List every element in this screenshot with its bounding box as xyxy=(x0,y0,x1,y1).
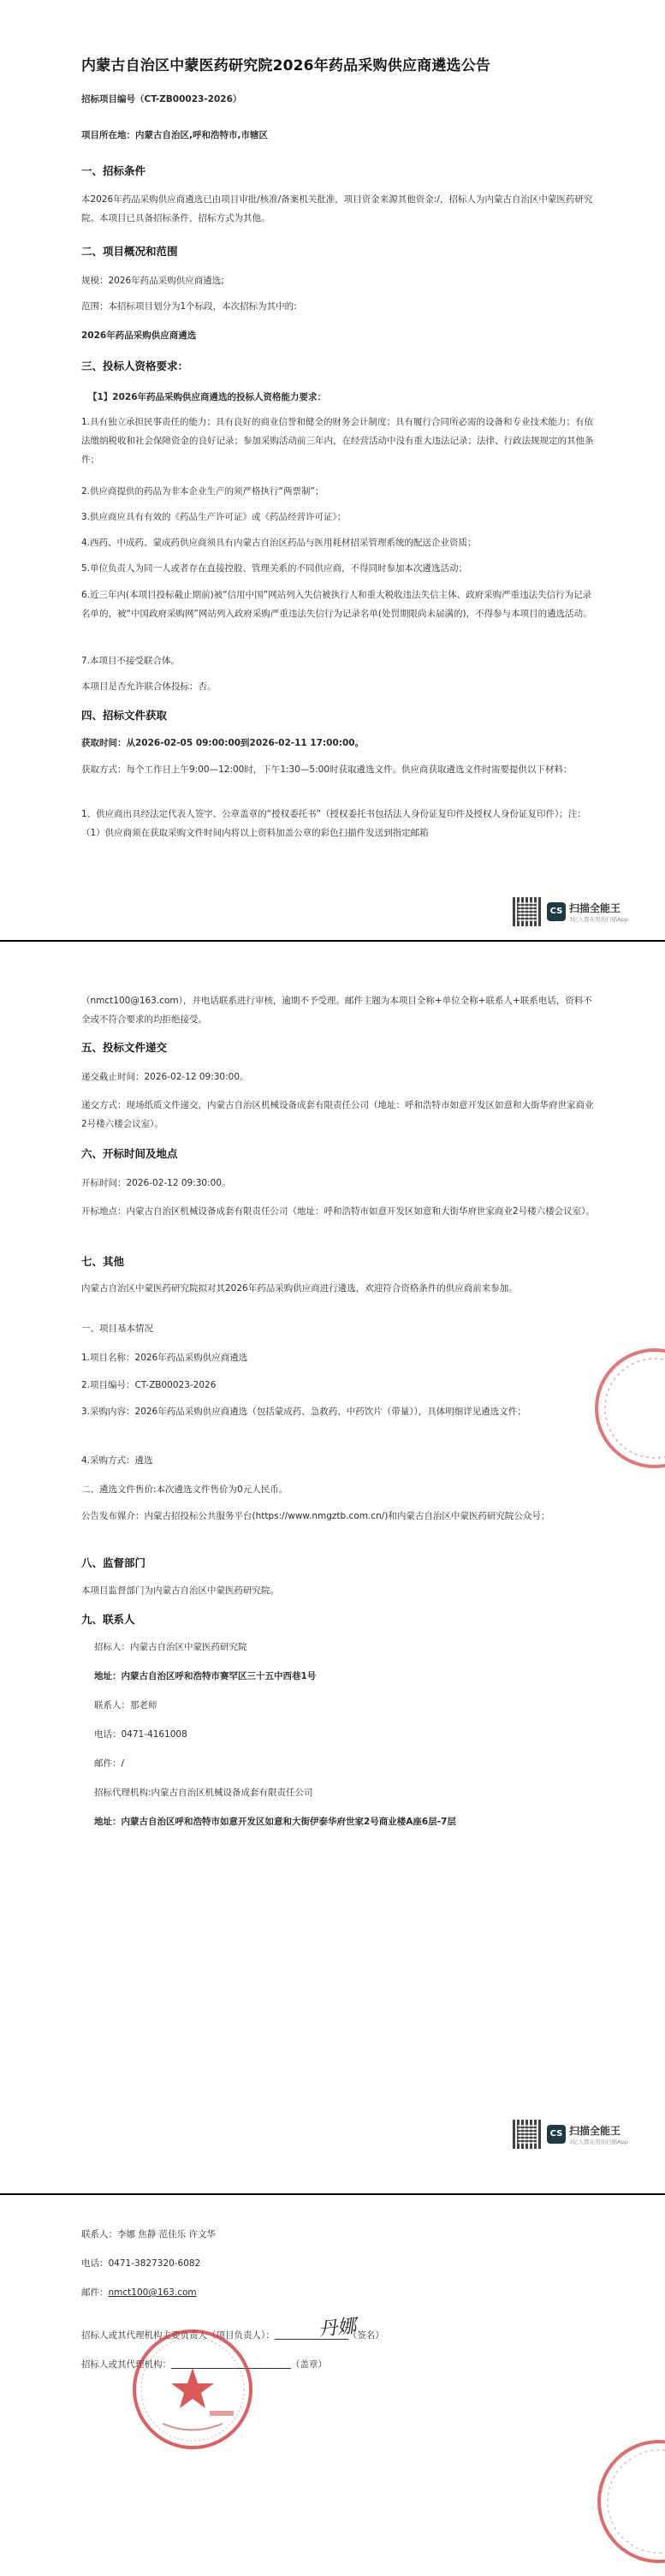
lot-requirements-title: 【1】2026年药品采购供应商遴选的投标人资格能力要求： xyxy=(88,392,327,402)
section-6-heading: 六、开标时间及地点 xyxy=(81,1147,178,1160)
supervision-text: 本项目监督部门为内蒙古自治区中蒙医药研究院。 xyxy=(81,1585,279,1596)
qr-code-icon xyxy=(513,897,542,926)
basic-info-item: 2.项目编号：CT-ZB00023-2026 xyxy=(81,1380,217,1390)
basic-info-item: 4.采购方式：遴选 xyxy=(81,1455,153,1466)
requirement-item: 6.近三年内(本项目投标截止期前)被“信用中国”网站列入失信被执行人和重大税收违法失信主体、政府采购严重违法失信行为记录名单的，被“中国政府采购网”网站列入政府采购严重违法失信行为记录名单(处罚期限尚未届满的)，不得参与本项目的遴选活动。 xyxy=(81,590,592,619)
partial-red-seal xyxy=(591,1344,665,1472)
agent-phone: 电话：0471-3827320-6082 xyxy=(81,2258,201,2269)
document-page-3 xyxy=(0,2195,665,2576)
owner-name: 招标人：内蒙古自治区中蒙医药研究院 xyxy=(94,1642,247,1652)
requirement-item: 4.西药、中成药、蒙成药供应商须具有内蒙古自治区药品与医用耗材招采管理系统的配送企业资质； xyxy=(81,538,477,548)
opening-time: 开标时间：2026-02-12 09:30:00。 xyxy=(81,1178,231,1188)
basic-info-item: 3.采购内容：2026年药品采购供应商遴选（包括蒙成药、急救药、中药饮片（带量）），具体明细详见遴选文件； xyxy=(81,1407,526,1417)
submit-deadline: 递交截止时间：2026-02-12 09:30:00。 xyxy=(81,1072,249,1082)
scanner-watermark xyxy=(513,2120,650,2149)
section-2-heading: 二、项目概况和范围 xyxy=(81,245,178,258)
company-red-seal xyxy=(128,2325,257,2454)
partial-red-seal xyxy=(592,2433,665,2570)
section-7-heading: 七、其他 xyxy=(81,1255,125,1268)
project-location: 项目所在地：内蒙古自治区,呼和浩特市,市辖区 xyxy=(81,130,268,140)
document-price: 二、遴选文件售价:本次遴选文件售价为0元人民币。 xyxy=(81,1484,288,1495)
document-page-2 xyxy=(0,942,665,2193)
section-3-heading: 三、投标人资格要求： xyxy=(81,360,189,372)
section-1-text: 本2026年药品采购供应商遴选已由项目审批/核准/备案机关批准，项目资金来源其他资金:/，招标人为内蒙古自治区中蒙医药研究院。本项目已具备招标条件，招标方式为其他。 xyxy=(81,194,593,223)
scanner-app-name: 扫描全能王 xyxy=(569,902,621,914)
section-9-heading: 九、联系人 xyxy=(81,1613,135,1626)
opening-place: 开标地点：内蒙古自治区机械设备成套有限责任公司（地址：呼和浩特市如意开发区如意和大街华府世家商业2号楼六楼会议室）。 xyxy=(81,1206,595,1217)
requirement-item: 3.供应商应具有有效的《药品生产许可证》或《药品经营许可证》； xyxy=(81,512,347,522)
seal-suffix: （盖章） xyxy=(291,2359,327,2370)
lot-name: 2026年药品采购供应商遴选 xyxy=(81,330,197,341)
qr-code-icon xyxy=(513,2120,542,2149)
section-4-heading: 四、招标文件获取 xyxy=(81,709,168,722)
owner-address: 地址：内蒙古自治区呼和浩特市赛罕区三十五中西巷1号 xyxy=(94,1671,317,1681)
agent-address: 地址：内蒙古自治区呼和浩特市如意开发区如意和大街伊泰华府世家2号商业楼A座6层-7层 xyxy=(94,1817,456,1827)
requirement-item: 1.具有独立承担民事责任的能力；具有良好的商业信誉和健全的财务会计制度；具有履行合同所必需的设备和专业技术能力；有依法缴纳税收和社会保障资金的良好记录；参加采购活动前三年内，在经营活动中没有重大违法记录；法律、行政法规规定的其他条件； xyxy=(81,417,594,465)
basic-info-item: 1.项目名称：2026年药品采购供应商遴选 xyxy=(81,1353,248,1363)
agent-name: 招标代理机构:内蒙古自治区机械设备成套有限责任公司 xyxy=(94,1788,313,1798)
page-title: 内蒙古自治区中蒙医药研究院2026年药品采购供应商遴选公告 xyxy=(81,57,491,74)
signature-suffix: （签名） xyxy=(347,2330,384,2341)
acquire-method: 获取方式：每个工作日上午9:00—12:00时，下午1:30—5:00时获取遴选文件。供应商获取遴选文件时需要提供以下材料： xyxy=(81,764,573,775)
requirement-item: 5.单位负责人为同一人或者存在直接控股、管理关系的不同供应商，不得同时参加本次遴选活动； xyxy=(81,563,468,574)
project-scale: 规模：2026年药品采购供应商遴选; xyxy=(81,276,224,286)
signature-label: 招标人或其代理机构主要负责人（项目负责人）： xyxy=(81,2330,275,2341)
section-5-heading: 五、投标文件递交 xyxy=(81,1041,168,1054)
agent-email-link[interactable]: nmct100@163.com xyxy=(108,2287,197,2298)
owner-contact: 联系人：那老师 xyxy=(94,1700,157,1710)
agent-contacts: 联系人：李娜 焦静 范佳乐 许文华 xyxy=(81,2229,217,2240)
basic-info-heading: 一、项目基本情况 xyxy=(81,1324,153,1334)
owner-email: 邮件：/ xyxy=(94,1758,125,1769)
requirement-item: 7.本项目不接受联合体。 xyxy=(81,656,181,666)
consortium-note: 本项目是否允许联合体投标：否。 xyxy=(81,681,217,692)
scanner-app-name: 扫描全能王 xyxy=(569,2125,621,2137)
project-scope: 范围：本招标项目划分为1个标段，本次招标为其中的: xyxy=(81,301,297,312)
section-1-heading: 一、招标条件 xyxy=(81,164,146,177)
section-8-heading: 八、监督部门 xyxy=(81,1556,146,1569)
acquire-note: 1、供应商出具经法定代表人签字、公章盖章的“授权委托书”（授权委托书包括法人身份证复印件及授权人身份证复印件）；注：（1）供应商须在获取采购文件时间内将以上资料加盖公章的彩色扫描件发送到指定邮箱 xyxy=(81,809,586,838)
agent-email-label: 邮件： xyxy=(81,2287,109,2298)
scanner-app-slogan: 3亿人都在用的扫描App xyxy=(569,916,628,923)
publish-media: 公告发布媒介：内蒙古招投标公共服务平台(https://www.nmgztb.com.cn/)和内蒙古自治区中蒙医药研究院公众号； xyxy=(81,1511,550,1521)
submit-method: 递交方式：现场纸质文件递交，内蒙古自治区机械设备成套有限责任公司（地址：呼和浩特市如意开发区如意和大街华府世家商业2号楼六楼会议室）。 xyxy=(81,1100,594,1129)
other-intro: 内蒙古自治区中蒙医药研究院拟对其2026年药品采购供应商进行遴选，欢迎符合资格条件的供应商前来参加。 xyxy=(81,1283,518,1294)
acquire-time: 获取时间：从2026-02-05 09:00:00到2026-02-11 17:00:00。 xyxy=(81,738,365,748)
handwritten-signature: 丹娜 xyxy=(318,2315,358,2341)
agent-email xyxy=(81,2282,595,2303)
scanner-app-slogan: 3亿人都在用的扫描App xyxy=(569,2139,628,2145)
project-number: 招标项目编号（CT-ZB00023-2026） xyxy=(81,94,242,104)
scanner-watermark xyxy=(513,897,650,926)
document-page-1 xyxy=(0,0,665,940)
requirement-item: 2.供应商提供的药品为非本企业生产的须严格执行“两票制”； xyxy=(81,486,324,497)
seal-label: 招标人或其代理机构： xyxy=(81,2359,171,2370)
scanner-logo: CS xyxy=(547,2125,566,2144)
acquire-note-continued: （nmct100@163.com），并电话联系进行审核，逾期不予受理。邮件主题为本项目全称+单位全称+联系人+联系电话，资料不全或不符合要求的均拒绝接受。 xyxy=(81,996,592,1025)
scanner-logo: CS xyxy=(547,902,566,921)
owner-phone: 电话：0471-4161008 xyxy=(94,1729,187,1740)
